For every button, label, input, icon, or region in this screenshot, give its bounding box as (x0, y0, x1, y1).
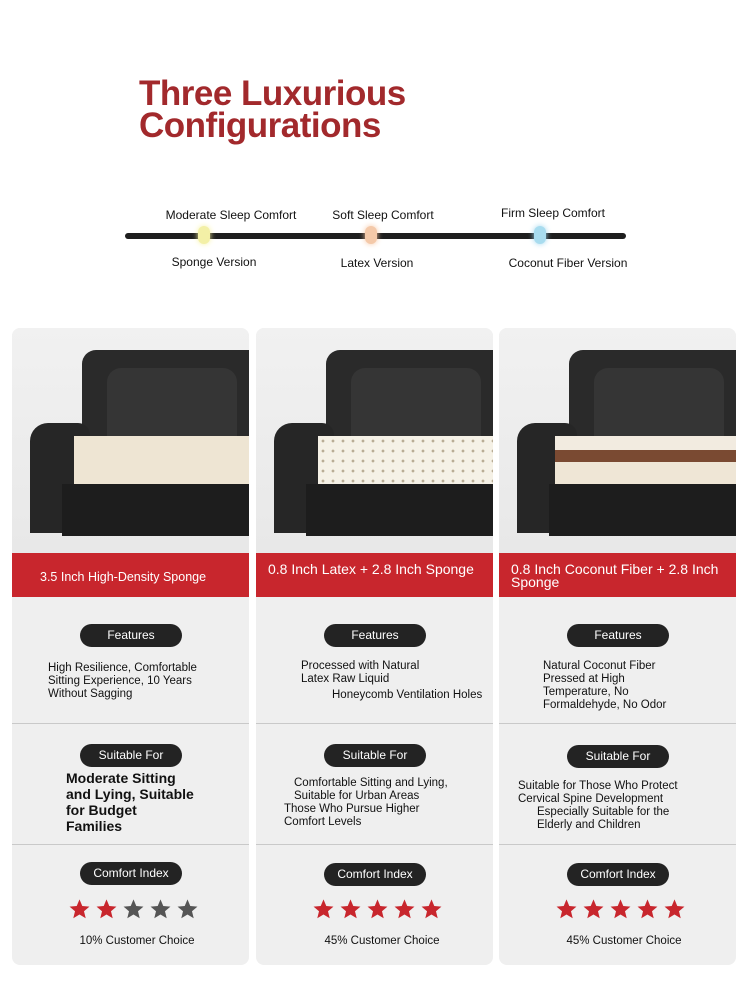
customer-choice-coconut: 45% Customer Choice (566, 935, 682, 947)
star-filled-icon (555, 898, 578, 920)
comfort-rating-sponge (68, 898, 199, 920)
card-divider (499, 723, 736, 724)
sofa-image-latex (256, 328, 493, 553)
scale-top-label-moderate: Moderate Sleep Comfort (165, 208, 297, 222)
star-filled-icon (312, 898, 335, 920)
features-badge-coconut: Features (567, 624, 669, 647)
star-filled-icon (366, 898, 389, 920)
config-title-sponge: 3.5 Inch High-Density Sponge (40, 570, 207, 584)
star-filled-icon (636, 898, 659, 920)
config-title-coconut: 0.8 Inch Coconut Fiber + 2.8 Inch Sponge (511, 561, 719, 590)
scale-bottom-label-latex: Latex Version (340, 256, 414, 270)
sofa-image-sponge (12, 328, 249, 553)
card-divider (256, 723, 493, 724)
suitable-text-latex: Comfortable Sitting and Lying, Suitable for Urban Areas Those Who Pursue Higher Comfort Levels (284, 777, 448, 828)
star-filled-icon (339, 898, 362, 920)
card-divider (12, 723, 249, 724)
features-badge-sponge: Features (80, 624, 182, 647)
config-header-latex (256, 553, 493, 597)
features-text-coconut: Natural Coconut Fiber Pressed at High Temperature, No Formaldehyde, No Odor (543, 660, 667, 711)
star-empty-icon (149, 898, 172, 920)
comfort-badge-coconut: Comfort Index (567, 863, 669, 886)
scale-track (125, 233, 626, 239)
comfort-badge-latex: Comfort Index (324, 863, 426, 886)
config-title-latex: 0.8 Inch Latex + 2.8 Inch Sponge (268, 561, 474, 577)
features-text-latex: Processed with Natural Latex Raw Liquid Honeycomb Ventilation Holes (301, 660, 483, 701)
star-filled-icon (393, 898, 416, 920)
config-card-coconut (499, 328, 736, 965)
comfort-rating-latex (312, 898, 443, 920)
sofa-image-coconut (499, 328, 736, 553)
config-card-sponge (12, 328, 249, 965)
scale-bottom-label-coconut: Coconut Fiber Version (508, 256, 628, 270)
star-empty-icon (176, 898, 199, 920)
scale-marker-coconut (534, 226, 546, 244)
features-badge-latex: Features (324, 624, 426, 647)
star-filled-icon (663, 898, 686, 920)
star-filled-icon (420, 898, 443, 920)
star-filled-icon (609, 898, 632, 920)
star-filled-icon (95, 898, 118, 920)
suitable-badge-sponge: Suitable For (80, 744, 182, 767)
page-title-line-1: Three Luxurious (139, 74, 406, 113)
config-card-latex (256, 328, 493, 965)
scale-marker-latex (365, 226, 377, 244)
card-divider (256, 844, 493, 845)
suitable-text-coconut: Suitable for Those Who Protect Cervical Spine Development Especially Suitable for the Elderly and Children (518, 780, 678, 831)
suitable-text-sponge: Moderate Sitting and Lying, Suitable for Budget Families (66, 770, 194, 834)
comfort-rating-coconut (555, 898, 686, 920)
suitable-badge-coconut: Suitable For (567, 745, 669, 768)
card-divider (499, 844, 736, 845)
scale-top-label-soft: Soft Sleep Comfort (332, 208, 434, 222)
features-text-sponge: High Resilience, Comfortable Sitting Experience, 10 Years Without Sagging (48, 662, 197, 700)
star-empty-icon (122, 898, 145, 920)
config-header-coconut (499, 553, 736, 597)
star-filled-icon (582, 898, 605, 920)
page-title-line-2: Configurations (139, 106, 381, 145)
star-filled-icon (68, 898, 91, 920)
config-header-sponge (12, 553, 249, 597)
customer-choice-latex: 45% Customer Choice (324, 935, 440, 947)
scale-top-label-firm: Firm Sleep Comfort (500, 206, 606, 220)
card-divider (12, 844, 249, 845)
comfort-badge-sponge: Comfort Index (80, 862, 182, 885)
scale-bottom-label-sponge: Sponge Version (171, 255, 257, 269)
suitable-badge-latex: Suitable For (324, 744, 426, 767)
scale-marker-sponge (198, 226, 210, 244)
page-title (139, 74, 406, 145)
customer-choice-sponge: 10% Customer Choice (79, 935, 195, 947)
